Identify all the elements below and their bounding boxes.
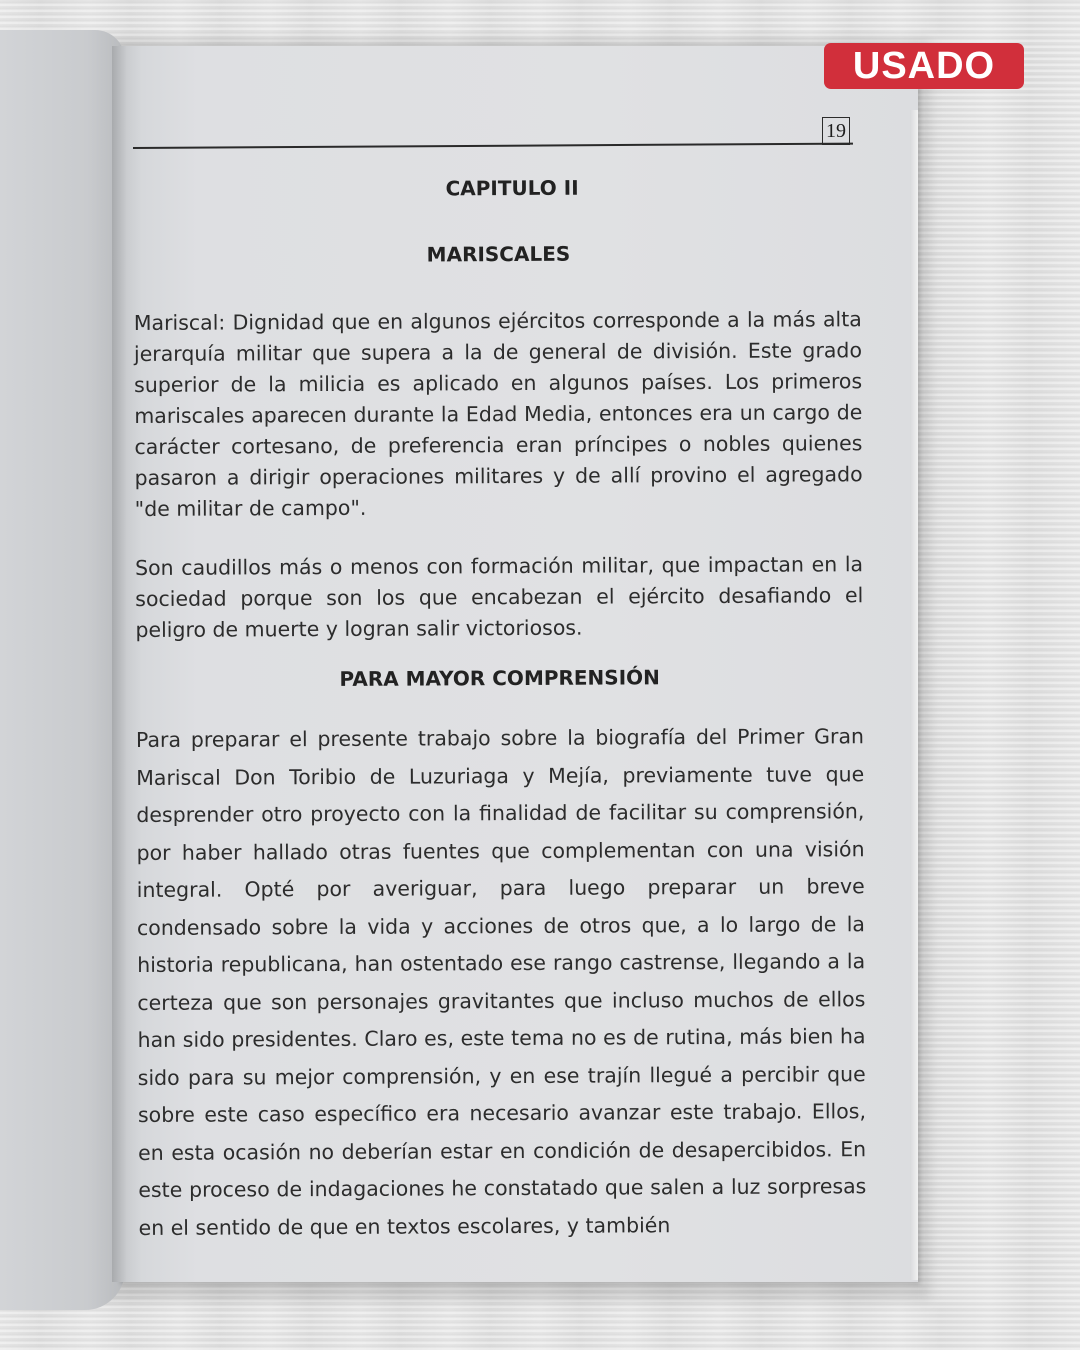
book-gutter — [112, 46, 126, 1282]
paragraph-comprension: Para preparar el presente trabajo sobre la biografía del Primer Gran Mariscal Don Toribio de Luzuriaga y Mejía, previamente tuve que desprender otro proyecto con la finalidad de facilitar su comprensión, por haber hallado otras fuentes que complementan con una visión integral. Opté por averiguar, para luego preparar un breve condensado sobre la vida y acciones de otros que, a lo largo de la historia republicana, han ostentado ese rango castrense, llegando a la certeza que son personajes gravitantes que incluso muchos de ellos han sido presidentes. Claro es, este tema no es de rutina, más bien ha sido para su mejor comprensión, y en ese trajín llegué a percibir que sobre este caso específico era necesario avanzar este trabajo. Ellos, en esta ocasión no deberían estar en condición de desapercibidos. En este proceso de indagaciones he constatado que salen a luz sorpresas en el sentido de que en textos escolares, y también — [135, 724, 867, 1240]
page-edge — [910, 110, 918, 1280]
left-page-curve — [0, 30, 125, 1310]
used-badge: USADO — [824, 43, 1024, 89]
section-title: MARISCALES — [426, 241, 571, 267]
paragraph-definition: Mariscal: Dignidad que en algunos ejércitos corresponde a la más alta jerarquía militar que supera a la de general de división. Este grado superior de la milicia es aplicado en algunos países. Los primeros mariscales aparecen durante la Edad Media, entonces era un cargo de carácter cortesano, de preferencia eran príncipes o nobles quienes pasaron a dirigir operaciones militares y de allí provino el agregado "de militar de campo". — [133, 307, 863, 521]
page-number: 19 — [822, 117, 850, 145]
subsection-title: PARA MAYOR COMPRENSIÓN — [339, 665, 660, 691]
paragraph-caudillos: Son caudillos más o menos con formación militar, que impactan en la sociedad porque son los que encabezan el ejército desafiando el peligro de muerte y logran salir victoriosos. — [135, 552, 864, 642]
page-text — [133, 166, 867, 1247]
chapter-title: CAPITULO II — [445, 175, 579, 201]
